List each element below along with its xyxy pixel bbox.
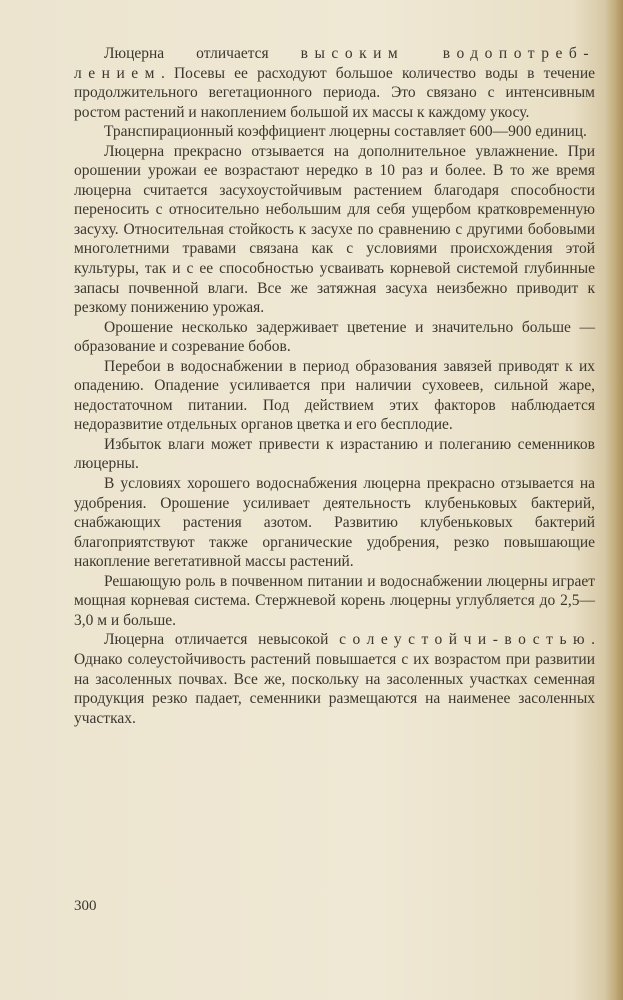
text-span: Решающую роль в почвенном питании и водоснабжении люцерны играет мощная корневая система. Стержневой корень люцерны углубляется до 2,5—3,0 м и больше. <box>74 572 595 629</box>
emphasized-text: солеустойчи- <box>339 631 505 649</box>
text-span: Перебои в водоснабжении в период образования завязей приводят к их опадению. Опадение усиливается при наличии суховеев, сильной жаре, недостаточном питании. Под действием этих факторов наблюдается недоразвитие отдельных органов цветка и его бесплодие. <box>74 357 595 434</box>
text-span: Люцерна отличается невысокой <box>104 631 340 649</box>
text-span: Люцерна отличается <box>104 45 301 62</box>
paragraph <box>74 318 595 357</box>
paragraph <box>74 572 595 631</box>
paragraph <box>74 142 595 318</box>
text-span: Транспирационный коэффициент люцерны составляет 600—900 единиц. <box>104 123 587 141</box>
paragraph <box>74 435 595 474</box>
paragraph <box>74 630 595 728</box>
emphasized-text: востью <box>504 631 592 649</box>
text-span: Избыток влаги может привести к израстанию и полеганию семенников люцерны. <box>74 435 595 473</box>
text-span: . Однако солеустойчивость растений повышается с их возрастом при развитии на засоленных почвах. Все же, поскольку на засоленных участках семенная продукция резко падает, семенники размещаются на наименее засоленных участках. <box>74 631 595 727</box>
text-span: Люцерна прекрасно отзывается на дополнительное увлажнение. При орошении урожаи ее возрастают нередко в 10 раз и более. В то же время люцерна считается засухоустойчивым растением благодаря способности переносить с относительно небольшим для себя ущербом кратковременную засуху. Относительная стойкость к засухе по сравнению с другими бобовыми многолетними травами связана как с условиями происхождения этой культуры, так и с ее способностью усваивать корневой системой глубинные запасы почвенной влаги. Все же затяжная засуха неизбежно приводит к резкому понижению урожая. <box>74 142 595 317</box>
text-span: . Посевы ее расходуют большое количество воды в течение продолжительного вегетационного периода. Это связано с интенсивным ростом растений и накоплением большой их массы к каждому укосу. <box>74 64 595 121</box>
page-edge-shadow <box>605 0 623 1000</box>
text-span: Орошение несколько задерживает цветение и значительно больше — образование и созревание бобов. <box>74 318 595 356</box>
paragraph <box>74 44 595 122</box>
paragraph <box>74 122 595 142</box>
text-span: В условиях хорошего водоснабжения люцерна прекрасно отзывается на удобрения. Орошение усиливает деятельность клубеньковых бактерий, снабжающих растения азотом. Развитию клубеньковых бактерий благоприятствуют также органические удобрения, резко повышающие накопление вегетативной массы растений. <box>74 475 595 571</box>
page-number: 300 <box>74 898 97 914</box>
paragraph <box>74 474 595 572</box>
emphasized-text: высоким водопотреб- <box>300 45 595 62</box>
paragraph <box>74 357 595 435</box>
page-text <box>74 44 595 728</box>
emphasized-text: лением <box>74 64 161 82</box>
